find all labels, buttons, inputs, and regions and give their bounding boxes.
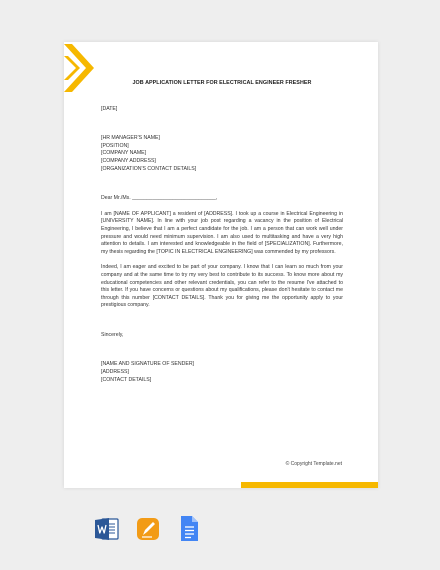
recipient-block [101, 135, 343, 173]
signature-block [101, 361, 343, 384]
recipient-line: [ORGANIZATION'S CONTACT DETAILS] [101, 165, 197, 172]
signature-line: [ADDRESS] [101, 369, 129, 376]
word-icon[interactable] [95, 515, 119, 543]
accent-bar [241, 482, 378, 488]
recipient-line: [COMPANY NAME] [101, 150, 147, 157]
letter-date: [DATE] [101, 105, 118, 112]
body-paragraph: Indeed, I am eager and excited to be part of your company. I know that I can learn so much from your company and at the same time to try my very best to contribute to its success. To know more about my educational competencies and other relevant credentials, you can refer to the resume I've attached to this letter. If you have concerns or questions about my qualifications, please don't hesitate to contact me through this number [CONTACT DETAILS]. Thank you for giving me the opportunity apply to your prestigious company. [101, 264, 343, 309]
pages-icon[interactable] [136, 515, 160, 543]
letter-title: JOB APPLICATION LETTER FOR ELECTRICAL ENGINEER FRESHER [132, 80, 312, 86]
copyright-note: © Copyright Template.net [285, 461, 342, 467]
document-page [64, 42, 378, 488]
format-icons [95, 515, 201, 543]
recipient-line: [POSITION] [101, 142, 129, 149]
recipient-line: [COMPANY ADDRESS] [101, 157, 156, 164]
google-docs-icon[interactable] [177, 515, 201, 543]
letter-body [101, 80, 343, 392]
closing: Sincerely, [101, 331, 124, 338]
body-paragraph: I am [NAME OF APPLICANT] a resident of [ADDRESS]. I took up a course in Electrical Engineering in [UNIVERSITY NAME]. In line with your job post regarding a vacancy in the position of Electrical Engineering, I believe that I am a perfect candidate for the job. I am a person that can work well under pressure and would need minimum supervision. I am also used to multitasking and have a very high attention to details. I am interested and knowledgeable in the field of [SPECIALIZATION]. Furthermore, my thesis regarding the [TOPIC IN ELECTRICAL ENGINEERING] was commended by my professors. [101, 210, 343, 255]
chevron-decoration-icon [64, 42, 96, 94]
signature-line: [CONTACT DETAILS] [101, 376, 152, 383]
recipient-line: [HR MANAGER'S NAME] [101, 135, 160, 142]
salutation: Dear Mr./Ms. _____________________________, [101, 195, 218, 202]
signature-line: [NAME AND SIGNATURE OF SENDER] [101, 361, 195, 368]
